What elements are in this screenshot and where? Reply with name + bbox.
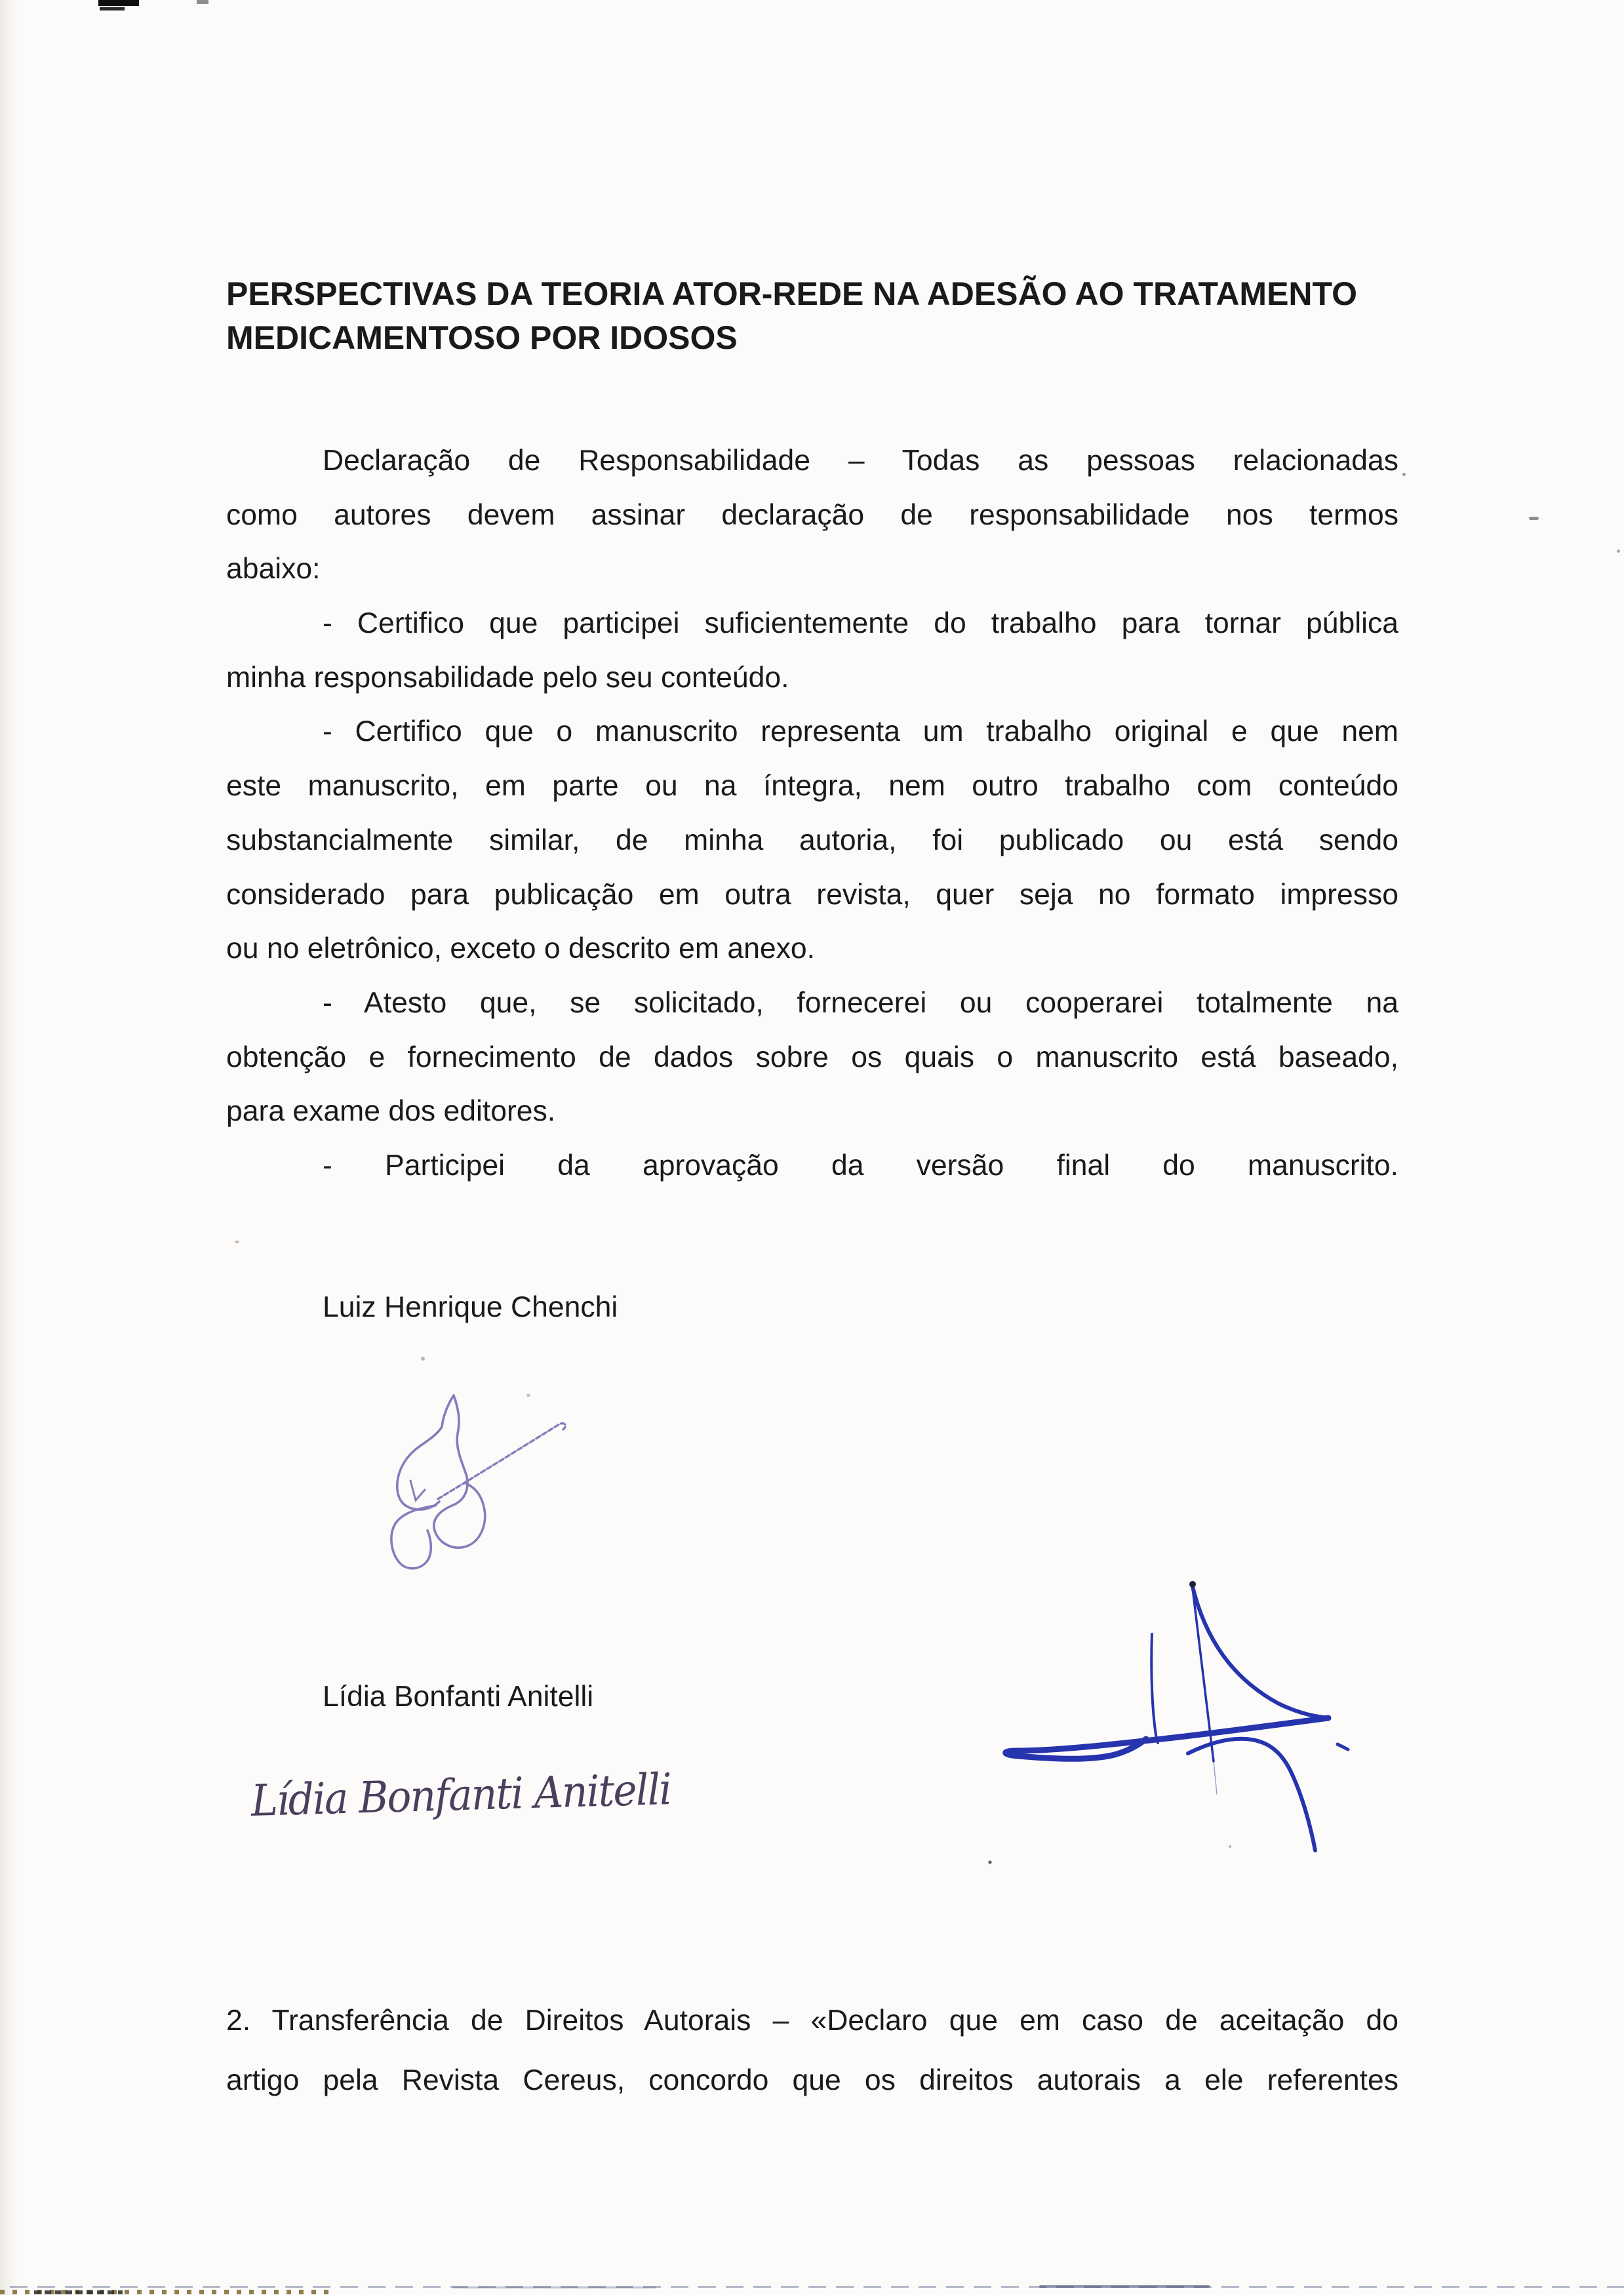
body-line: obtenção e fornecimento de dados sobre os quais o manuscrito está baseado, — [226, 1041, 1398, 1073]
body-line: abaixo: — [226, 553, 321, 586]
body-line: substancialmente similar, de minha autoria, foi publicado ou está sendo — [226, 824, 1398, 856]
scan-artifact-bottom-specks — [34, 2290, 123, 2294]
body-line: - Certifico que participei suficientemente do trabalho para tornar pública — [323, 607, 1398, 640]
declaration-body — [226, 434, 1398, 1193]
scan-speck — [1617, 549, 1620, 553]
scan-edge-shading — [0, 0, 18, 2295]
title-line: MEDICAMENTOSO POR IDOSOS — [226, 319, 738, 356]
scan-speck — [235, 1241, 239, 1243]
body-line: considerado para publicação em outra revista, quer seja no formato impresso — [226, 878, 1398, 911]
signatory-name-lidia: Lídia Bonfanti Anitelli — [323, 1681, 594, 1713]
signatory-name-luiz: Luiz Henrique Chenchi — [323, 1291, 618, 1323]
footer-line: artigo pela Revista Cereus, concordo que os direitos autorais a ele referentes — [226, 2064, 1398, 2096]
scan-artifact-top-dash — [98, 0, 139, 6]
scan-artifact-top-dash — [197, 0, 208, 4]
scan-artifact-bottom-line — [452, 2286, 656, 2288]
body-line: para exame dos editores. — [226, 1095, 556, 1128]
transfer-clause — [226, 1991, 1398, 2110]
handwritten-name-lidia: Lídia Bonfanti Anitelli — [250, 1764, 672, 1826]
footer-line: 2. Transferência de Direitos Autorais – «Declaro que em caso de aceitação do — [226, 2005, 1398, 2037]
body-line: como autores devem assinar declaração de responsabilidade nos termos — [226, 498, 1398, 531]
scan-artifact-top-dash — [100, 7, 125, 10]
scan-speck — [1529, 517, 1539, 520]
body-line: este manuscrito, em parte ou na íntegra, nem outro trabalho com conteúdo — [226, 770, 1398, 803]
body-line: Declaração de Responsabilidade – Todas as pessoas relacionadas — [323, 445, 1398, 477]
document-title — [226, 272, 1400, 360]
body-line: minha responsabilidade pelo seu conteúdo. — [226, 661, 789, 694]
body-line: ou no eletrônico, exceto o descrito em anexo. — [226, 932, 815, 965]
scan-artifact-bottom-line — [1039, 2285, 1210, 2288]
signature-lidia-bonfanti-anitelli — [977, 1561, 1370, 1869]
scan-artifact-bottom-line — [0, 2286, 1624, 2288]
body-line: - Certifico que o manuscrito representa um trabalho original e que nem — [323, 715, 1398, 748]
body-line: - Participei da aprovação da versão final do manuscrito. — [323, 1149, 1398, 1182]
signature-luiz-henrique-chenchi — [380, 1344, 577, 1580]
title-line: PERSPECTIVAS DA TEORIA ATOR-REDE NA ADESÃO AO TRATAMENTO — [226, 275, 1358, 312]
scan-speck — [1402, 473, 1406, 476]
body-line: - Atesto que, se solicitado, fornecerei ou cooperarei totalmente na — [323, 986, 1398, 1019]
